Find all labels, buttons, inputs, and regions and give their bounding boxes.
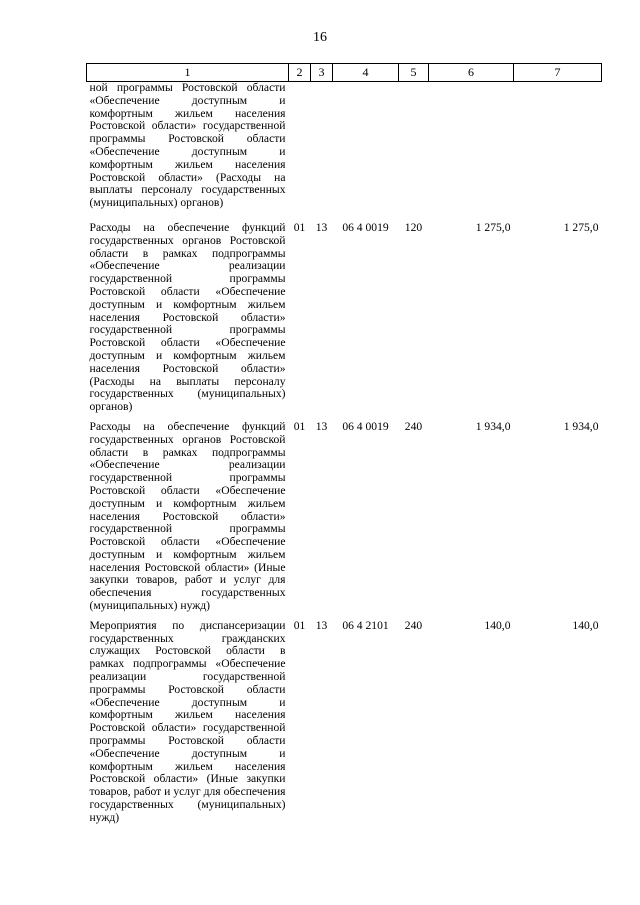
row-subsection-code [311, 82, 333, 222]
table-row [87, 421, 602, 620]
table-row [87, 82, 602, 222]
column-header-1: 1 [87, 64, 289, 82]
row-target-article: 06 4 2101 [342, 618, 389, 632]
row-target-article: 06 4 0019 [342, 220, 389, 234]
row-amount-2: 140,0 [572, 618, 599, 632]
table-header-row [87, 64, 602, 82]
row-expense-type: 240 [404, 618, 423, 632]
row-expense-type: 240 [404, 419, 423, 433]
row-subsection-code: 13 [315, 618, 328, 632]
row-section-code: 01 [293, 419, 306, 433]
table-row [87, 620, 602, 832]
row-target-article: 06 4 0019 [342, 419, 389, 433]
page-number: 16 [313, 30, 327, 45]
row-subsection-code: 13 [315, 220, 328, 234]
row-amount-2 [514, 82, 602, 222]
row-amount-2: 1 275,0 [563, 220, 599, 234]
row-target-article [333, 82, 399, 222]
column-header-7: 7 [514, 64, 602, 82]
row-amount-1: 1 934,0 [475, 419, 511, 433]
column-header-6: 6 [429, 64, 514, 82]
column-header-4: 4 [333, 64, 399, 82]
table-row [87, 222, 602, 421]
column-header-3: 3 [311, 64, 333, 82]
row-expense-type [399, 82, 429, 222]
row-amount-1: 1 275,0 [475, 220, 511, 234]
row-amount-1 [429, 82, 514, 222]
row-expense-type: 120 [404, 220, 423, 234]
budget-table [86, 63, 602, 832]
row-description: Мероприятия по диспансеризации государственных гражданских служащих Ростовской области в рамках подпрограммы «Обеспечение реализации государственной программы Ростовской области «Обеспечение доступным и комфортным жильем населения Ростовской области» государственной программы Ростовской области «Обеспечение доступным и комфортным жильем населения Ростовской области» (Иные закупки товаров, работ и услуг для обеспечения государственных (муниципальных) нужд) [89, 618, 286, 824]
row-section-code: 01 [293, 220, 306, 234]
row-description: Расходы на обеспечение функций государственных органов Ростовской области в рамках подпрограммы «Обеспечение реализации государственной программы Ростовской области «Обеспечение доступным и комфортным жильем населения Ростовской области» государственной программы Ростовской области «Обеспечение доступным и комфортным жильем населения Ростовской области» (Иные закупки товаров, работ и услуг для обеспечения государственных (муниципальных) нужд) [89, 419, 286, 613]
row-subsection-code: 13 [315, 419, 328, 433]
column-header-2: 2 [289, 64, 311, 82]
row-description: ной программы Ростовской области «Обеспечение доступным и комфортным жильем населения Ростовской области» государственной программы Ростовской области «Обеспечение доступным и комфортным жильем населения Ростовской области» (Расходы на выплаты персоналу государственных (муниципальных) органов) [89, 81, 286, 210]
row-section-code [289, 82, 311, 222]
row-section-code: 01 [293, 618, 306, 632]
row-description: Расходы на обеспечение функций государственных органов Ростовской области в рамках подпрограммы «Обеспечение реализации государственной программы Ростовской области «Обеспечение доступным и комфортным жильем населения Ростовской области» государственной программы Ростовской области «Обеспечение доступным и комфортным жильем населения Ростовской области» (Расходы на выплаты персоналу государственных (муниципальных) органов) [89, 220, 286, 414]
column-header-5: 5 [399, 64, 429, 82]
row-amount-1: 140,0 [484, 618, 511, 632]
row-amount-2: 1 934,0 [563, 419, 599, 433]
